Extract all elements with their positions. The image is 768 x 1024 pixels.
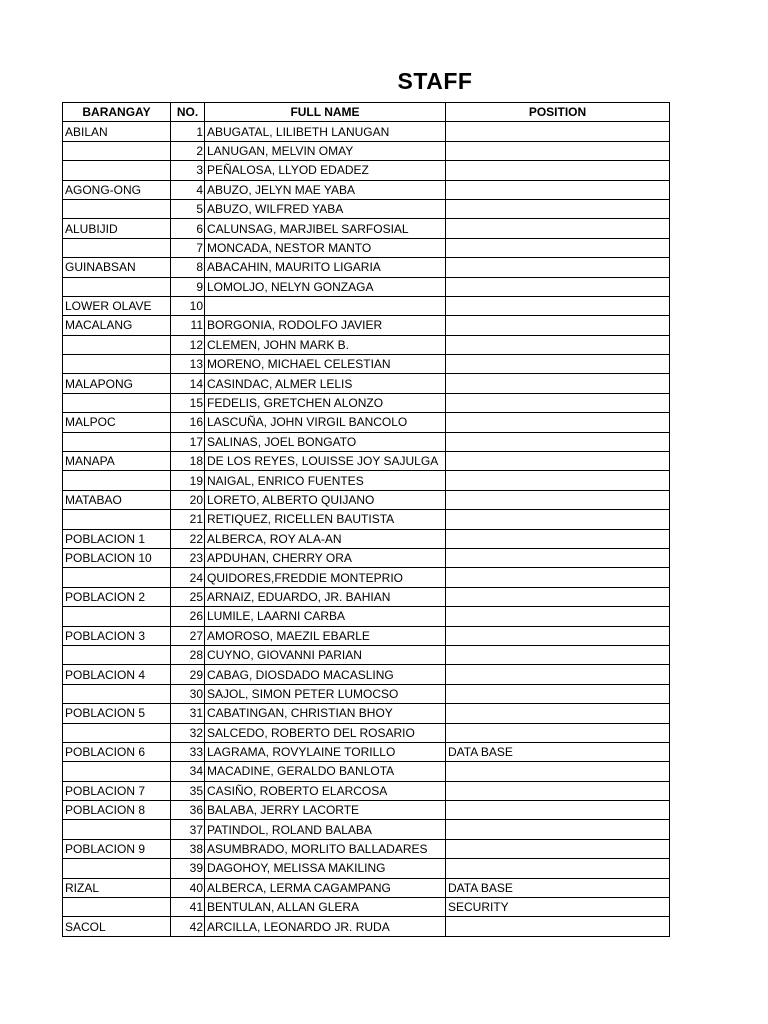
full-name-cell: ARCILLA, LEONARDO JR. RUDA bbox=[205, 917, 446, 936]
barangay-cell bbox=[63, 141, 171, 160]
number-cell: 31 bbox=[171, 704, 205, 723]
table-row bbox=[63, 161, 670, 180]
full-name-cell: ASUMBRADO, MORLITO BALLADARES bbox=[205, 839, 446, 858]
number-cell: 2 bbox=[171, 141, 205, 160]
table-row bbox=[63, 490, 670, 509]
number-cell: 32 bbox=[171, 723, 205, 742]
table-row bbox=[63, 801, 670, 820]
full-name-cell: BENTULAN, ALLAN GLERA bbox=[205, 898, 446, 917]
number-cell: 30 bbox=[171, 684, 205, 703]
position-cell bbox=[446, 316, 670, 335]
barangay-cell bbox=[63, 723, 171, 742]
number-cell: 34 bbox=[171, 762, 205, 781]
barangay-cell: MALPOC bbox=[63, 413, 171, 432]
table-row bbox=[63, 122, 670, 141]
position-cell bbox=[446, 180, 670, 199]
position-cell bbox=[446, 219, 670, 238]
number-cell: 16 bbox=[171, 413, 205, 432]
position-cell bbox=[446, 704, 670, 723]
position-cell bbox=[446, 432, 670, 451]
barangay-cell: ALUBIJID bbox=[63, 219, 171, 238]
full-name-cell: RETIQUEZ, RICELLEN BAUTISTA bbox=[205, 510, 446, 529]
position-cell bbox=[446, 665, 670, 684]
number-cell: 28 bbox=[171, 645, 205, 664]
full-name-cell: LOMOLJO, NELYN GONZAGA bbox=[205, 277, 446, 296]
table-row bbox=[63, 878, 670, 897]
table-row bbox=[63, 781, 670, 800]
barangay-cell bbox=[63, 510, 171, 529]
number-cell: 37 bbox=[171, 820, 205, 839]
position-cell bbox=[446, 490, 670, 509]
number-cell: 25 bbox=[171, 587, 205, 606]
barangay-cell: POBLACION 1 bbox=[63, 529, 171, 548]
number-cell: 15 bbox=[171, 393, 205, 412]
full-name-cell: ABUGATAL, LILIBETH LANUGAN bbox=[205, 122, 446, 141]
full-name-cell: BALABA, JERRY LACORTE bbox=[205, 801, 446, 820]
number-cell: 38 bbox=[171, 839, 205, 858]
barangay-cell: POBLACION 4 bbox=[63, 665, 171, 684]
barangay-cell bbox=[63, 161, 171, 180]
number-cell: 23 bbox=[171, 548, 205, 567]
number-cell: 39 bbox=[171, 859, 205, 878]
table-row bbox=[63, 839, 670, 858]
table-row bbox=[63, 277, 670, 296]
number-cell: 21 bbox=[171, 510, 205, 529]
full-name-cell: QUIDORES,FREDDIE MONTEPRIO bbox=[205, 568, 446, 587]
barangay-cell: MALAPONG bbox=[63, 374, 171, 393]
header-position: POSITION bbox=[446, 103, 670, 122]
position-cell bbox=[446, 199, 670, 218]
table-row bbox=[63, 374, 670, 393]
number-cell: 18 bbox=[171, 452, 205, 471]
full-name-cell: DAGOHOY, MELISSA MAKILING bbox=[205, 859, 446, 878]
header-barangay: BARANGAY bbox=[63, 103, 171, 122]
position-cell bbox=[446, 762, 670, 781]
position-cell bbox=[446, 355, 670, 374]
position-cell bbox=[446, 413, 670, 432]
full-name-cell: PATINDOL, ROLAND BALABA bbox=[205, 820, 446, 839]
table-row bbox=[63, 704, 670, 723]
position-cell bbox=[446, 587, 670, 606]
full-name-cell: SALINAS, JOEL BONGATO bbox=[205, 432, 446, 451]
full-name-cell: PEÑALOSA, LLYOD EDADEZ bbox=[205, 161, 446, 180]
full-name-cell: LORETO, ALBERTO QUIJANO bbox=[205, 490, 446, 509]
table-row bbox=[63, 355, 670, 374]
position-cell bbox=[446, 452, 670, 471]
table-row bbox=[63, 723, 670, 742]
table-row bbox=[63, 917, 670, 936]
position-cell bbox=[446, 161, 670, 180]
number-cell: 36 bbox=[171, 801, 205, 820]
table-row bbox=[63, 141, 670, 160]
position-cell bbox=[446, 374, 670, 393]
barangay-cell: RIZAL bbox=[63, 878, 171, 897]
full-name-cell: ARNAIZ, EDUARDO, JR. BAHIAN bbox=[205, 587, 446, 606]
position-cell bbox=[446, 548, 670, 567]
position-cell bbox=[446, 122, 670, 141]
full-name-cell: LUMILE, LAARNI CARBA bbox=[205, 607, 446, 626]
barangay-cell bbox=[63, 820, 171, 839]
number-cell: 35 bbox=[171, 781, 205, 800]
barangay-cell bbox=[63, 335, 171, 354]
full-name-cell: LAGRAMA, ROVYLAINE TORILLO bbox=[205, 742, 446, 761]
full-name-cell: ABUZO, WILFRED YABA bbox=[205, 199, 446, 218]
number-cell: 4 bbox=[171, 180, 205, 199]
barangay-cell: POBLACION 5 bbox=[63, 704, 171, 723]
table-row bbox=[63, 607, 670, 626]
number-cell: 9 bbox=[171, 277, 205, 296]
table-row bbox=[63, 413, 670, 432]
table-row bbox=[63, 898, 670, 917]
barangay-cell bbox=[63, 355, 171, 374]
barangay-cell bbox=[63, 898, 171, 917]
table-row bbox=[63, 859, 670, 878]
table-row bbox=[63, 238, 670, 257]
barangay-cell bbox=[63, 684, 171, 703]
barangay-cell: GUINABSAN bbox=[63, 258, 171, 277]
barangay-cell: AGONG-ONG bbox=[63, 180, 171, 199]
number-cell: 7 bbox=[171, 238, 205, 257]
table-row bbox=[63, 219, 670, 238]
position-cell bbox=[446, 781, 670, 800]
number-cell: 40 bbox=[171, 878, 205, 897]
position-cell bbox=[446, 859, 670, 878]
table-row bbox=[63, 568, 670, 587]
full-name-cell: NAIGAL, ENRICO FUENTES bbox=[205, 471, 446, 490]
position-cell: DATA BASE bbox=[446, 742, 670, 761]
barangay-cell bbox=[63, 277, 171, 296]
table-row bbox=[63, 393, 670, 412]
full-name-cell: LANUGAN, MELVIN OMAY bbox=[205, 141, 446, 160]
full-name-cell: CABAG, DIOSDADO MACASLING bbox=[205, 665, 446, 684]
table-row bbox=[63, 452, 670, 471]
full-name-cell: BORGONIA, RODOLFO JAVIER bbox=[205, 316, 446, 335]
header-full-name: FULL NAME bbox=[205, 103, 446, 122]
position-cell bbox=[446, 277, 670, 296]
table-row bbox=[63, 645, 670, 664]
barangay-cell: SACOL bbox=[63, 917, 171, 936]
table-row bbox=[63, 626, 670, 645]
table-row bbox=[63, 316, 670, 335]
number-cell: 6 bbox=[171, 219, 205, 238]
barangay-cell: POBLACION 7 bbox=[63, 781, 171, 800]
full-name-cell: CASIÑO, ROBERTO ELARCOSA bbox=[205, 781, 446, 800]
table-row bbox=[63, 510, 670, 529]
number-cell: 19 bbox=[171, 471, 205, 490]
table-row bbox=[63, 587, 670, 606]
table-row bbox=[63, 820, 670, 839]
position-cell bbox=[446, 820, 670, 839]
table-row bbox=[63, 471, 670, 490]
table-row bbox=[63, 296, 670, 315]
barangay-cell: POBLACION 6 bbox=[63, 742, 171, 761]
position-cell bbox=[446, 258, 670, 277]
position-cell bbox=[446, 723, 670, 742]
number-cell: 12 bbox=[171, 335, 205, 354]
table-row bbox=[63, 742, 670, 761]
table-row bbox=[63, 199, 670, 218]
barangay-cell: MANAPA bbox=[63, 452, 171, 471]
full-name-cell: ABUZO, JELYN MAE YABA bbox=[205, 180, 446, 199]
full-name-cell: CASINDAC, ALMER LELIS bbox=[205, 374, 446, 393]
number-cell: 27 bbox=[171, 626, 205, 645]
position-cell bbox=[446, 801, 670, 820]
barangay-cell bbox=[63, 393, 171, 412]
table-row bbox=[63, 762, 670, 781]
full-name-cell: FEDELIS, GRETCHEN ALONZO bbox=[205, 393, 446, 412]
header-no: NO. bbox=[171, 103, 205, 122]
table-row bbox=[63, 548, 670, 567]
table-row bbox=[63, 335, 670, 354]
barangay-cell bbox=[63, 859, 171, 878]
header-row bbox=[63, 103, 670, 122]
full-name-cell: APDUHAN, CHERRY ORA bbox=[205, 548, 446, 567]
barangay-cell bbox=[63, 199, 171, 218]
barangay-cell bbox=[63, 607, 171, 626]
full-name-cell: CABATINGAN, CHRISTIAN BHOY bbox=[205, 704, 446, 723]
barangay-cell: MACALANG bbox=[63, 316, 171, 335]
full-name-cell: CUYNO, GIOVANNI PARIAN bbox=[205, 645, 446, 664]
position-cell: SECURITY bbox=[446, 898, 670, 917]
position-cell bbox=[446, 917, 670, 936]
position-cell bbox=[446, 296, 670, 315]
number-cell: 26 bbox=[171, 607, 205, 626]
number-cell: 42 bbox=[171, 917, 205, 936]
position-cell: DATA BASE bbox=[446, 878, 670, 897]
barangay-cell: POBLACION 3 bbox=[63, 626, 171, 645]
full-name-cell bbox=[205, 296, 446, 315]
position-cell bbox=[446, 393, 670, 412]
table-row bbox=[63, 180, 670, 199]
number-cell: 10 bbox=[171, 296, 205, 315]
page-title: STAFF bbox=[397, 68, 473, 94]
barangay-cell: POBLACION 10 bbox=[63, 548, 171, 567]
number-cell: 33 bbox=[171, 742, 205, 761]
number-cell: 5 bbox=[171, 199, 205, 218]
full-name-cell: ABACAHIN, MAURITO LIGARIA bbox=[205, 258, 446, 277]
table-row bbox=[63, 665, 670, 684]
table-row bbox=[63, 432, 670, 451]
barangay-cell bbox=[63, 568, 171, 587]
position-cell bbox=[446, 626, 670, 645]
position-cell bbox=[446, 510, 670, 529]
number-cell: 24 bbox=[171, 568, 205, 587]
number-cell: 11 bbox=[171, 316, 205, 335]
table-row bbox=[63, 258, 670, 277]
position-cell bbox=[446, 141, 670, 160]
barangay-cell: MATABAO bbox=[63, 490, 171, 509]
full-name-cell: AMOROSO, MAEZIL EBARLE bbox=[205, 626, 446, 645]
barangay-cell: ABILAN bbox=[63, 122, 171, 141]
full-name-cell: MORENO, MICHAEL CELESTIAN bbox=[205, 355, 446, 374]
barangay-cell bbox=[63, 762, 171, 781]
full-name-cell: SALCEDO, ROBERTO DEL ROSARIO bbox=[205, 723, 446, 742]
position-cell bbox=[446, 645, 670, 664]
staff-table bbox=[62, 102, 670, 937]
full-name-cell: ALBERCA, LERMA CAGAMPANG bbox=[205, 878, 446, 897]
staff-table-body bbox=[63, 122, 670, 936]
full-name-cell: DE LOS REYES, LOUISSE JOY SAJULGA bbox=[205, 452, 446, 471]
barangay-cell bbox=[63, 432, 171, 451]
number-cell: 29 bbox=[171, 665, 205, 684]
barangay-cell: POBLACION 8 bbox=[63, 801, 171, 820]
barangay-cell bbox=[63, 471, 171, 490]
position-cell bbox=[446, 568, 670, 587]
full-name-cell: MONCADA, NESTOR MANTO bbox=[205, 238, 446, 257]
barangay-cell bbox=[63, 645, 171, 664]
number-cell: 1 bbox=[171, 122, 205, 141]
table-row bbox=[63, 529, 670, 548]
position-cell bbox=[446, 529, 670, 548]
position-cell bbox=[446, 238, 670, 257]
full-name-cell: MACADINE, GERALDO BANLOTA bbox=[205, 762, 446, 781]
barangay-cell: POBLACION 9 bbox=[63, 839, 171, 858]
position-cell bbox=[446, 335, 670, 354]
number-cell: 3 bbox=[171, 161, 205, 180]
table-row bbox=[63, 684, 670, 703]
position-cell bbox=[446, 684, 670, 703]
number-cell: 41 bbox=[171, 898, 205, 917]
barangay-cell bbox=[63, 238, 171, 257]
position-cell bbox=[446, 607, 670, 626]
full-name-cell: ALBERCA, ROY ALA-AN bbox=[205, 529, 446, 548]
full-name-cell: CALUNSAG, MARJIBEL SARFOSIAL bbox=[205, 219, 446, 238]
number-cell: 8 bbox=[171, 258, 205, 277]
position-cell bbox=[446, 471, 670, 490]
full-name-cell: LASCUÑA, JOHN VIRGIL BANCOLO bbox=[205, 413, 446, 432]
full-name-cell: CLEMEN, JOHN MARK B. bbox=[205, 335, 446, 354]
position-cell bbox=[446, 839, 670, 858]
number-cell: 14 bbox=[171, 374, 205, 393]
full-name-cell: SAJOL, SIMON PETER LUMOCSO bbox=[205, 684, 446, 703]
barangay-cell: POBLACION 2 bbox=[63, 587, 171, 606]
number-cell: 20 bbox=[171, 490, 205, 509]
number-cell: 22 bbox=[171, 529, 205, 548]
number-cell: 17 bbox=[171, 432, 205, 451]
barangay-cell: LOWER OLAVE bbox=[63, 296, 171, 315]
number-cell: 13 bbox=[171, 355, 205, 374]
